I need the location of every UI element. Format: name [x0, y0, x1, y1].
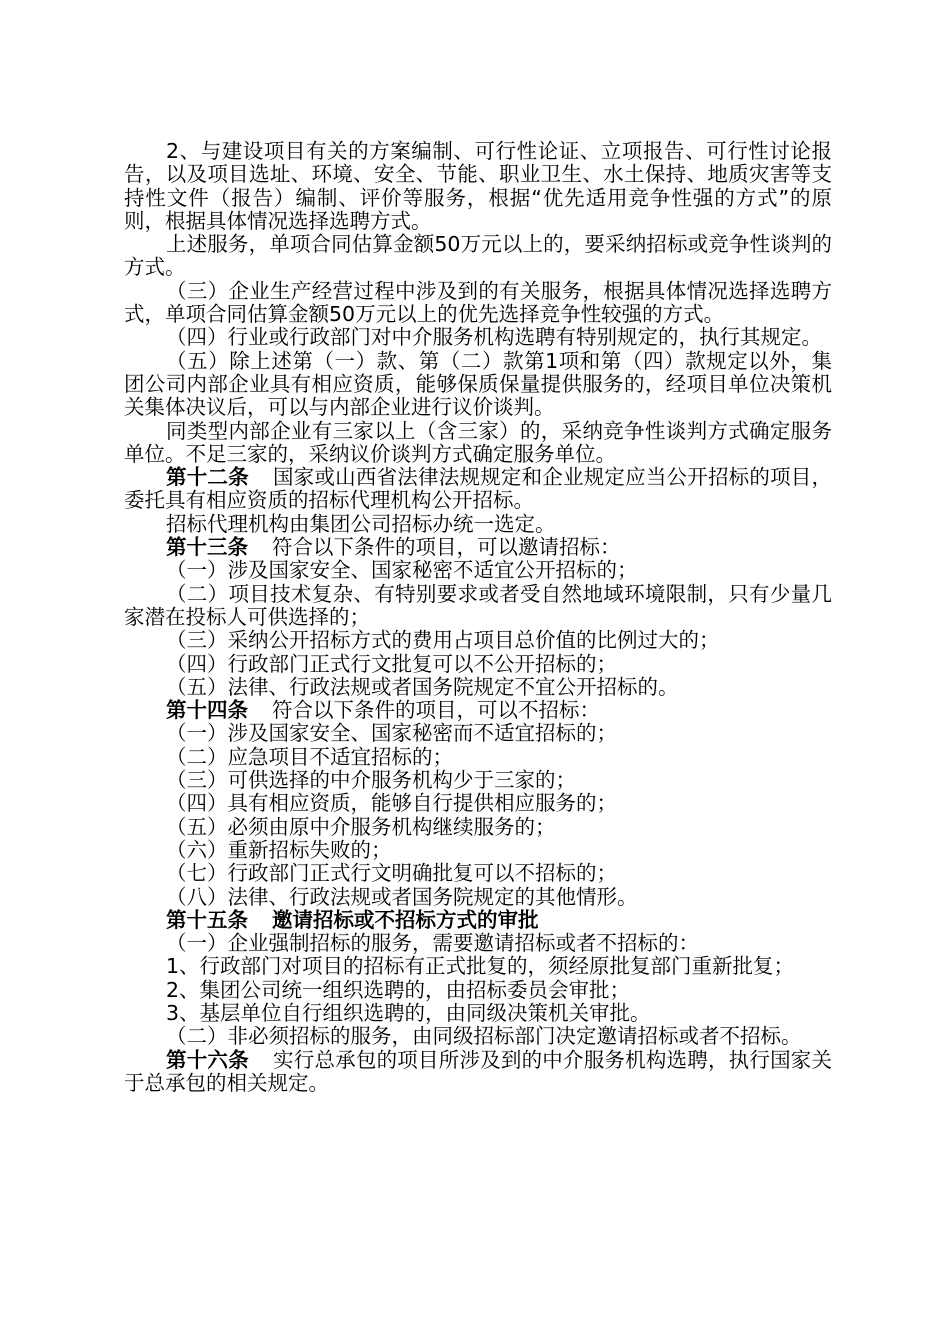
article-text: 符合以下条件的项目，可以不招标： — [272, 698, 600, 723]
list-item: （二）应急项目不适宜招标的； — [166, 744, 453, 769]
article-heading: 第十四条 — [166, 698, 248, 723]
article-text: 实行总承包的项目所涉及到的中介服务机构选聘，执行国家关于总承包的相关规定。 — [124, 1047, 833, 1095]
list-item: （四）具有相应资质，能够自行提供相应服务的； — [166, 791, 617, 816]
paragraph: 同类型内部企业有三家以上（含三家）的，采纳竞争性谈判方式确定服务单位。不足三家的，采纳议价谈判方式确定服务单位。 — [124, 418, 832, 466]
article-text: 国家或山西省法律法规规定和企业规定应当公开招标的项目，委托具有相应资质的招标代理机构公开招标。 — [124, 465, 833, 513]
paragraph: （三）企业生产经营过程中涉及到的有关服务，根据具体情况选择选聘方式，单项合同估算金额50万元以上的优先选择竞争性较强的方式。 — [124, 278, 832, 327]
list-item: （一）企业强制招标的服务，需要邀请招标或者不招标的： — [166, 931, 699, 956]
paragraph: 招标代理机构由集团公司招标办统一选定。 — [166, 511, 556, 536]
article-text: 邀请招标或不招标方式的审批 — [272, 907, 539, 932]
list-item: （五）必须由原中介服务机构继续服务的； — [166, 814, 556, 839]
list-item: 1、行政部门对项目的招标有正式批复的，须经原批复部门重新批复； — [166, 954, 795, 979]
article-heading: 第十五条 — [166, 907, 248, 932]
list-item: （二）项目技术复杂、有特别要求或者受自然地域环境限制，只有少量几家潜在投标人可供选择的； — [124, 581, 832, 629]
paragraph: 2、与建设项目有关的方案编制、可行性论证、立项报告、可行性讨论报告，以及项目选址、环境、安全、节能、职业卫生、水土保持、地质灾害等支持性文件（报告）编制、评价等服务，根据“优先适用竞争性强的方式”的原则，根据具体情况选择选聘方式。 — [124, 139, 832, 233]
list-item: （六）重新招标失败的； — [166, 837, 392, 862]
article-13 — [124, 536, 832, 559]
list-item: 3、基层单位自行组织选聘的，由同级决策机关审批。 — [166, 1000, 651, 1025]
list-item: （一）涉及国家安全、国家秘密不适宜公开招标的； — [166, 558, 638, 583]
document-body — [124, 140, 832, 1095]
list-item: （四）行政部门正式行文批复可以不公开招标的； — [166, 651, 617, 676]
article-heading: 第十二条 — [166, 465, 249, 490]
list-item: （三）采纳公开招标方式的费用占项目总价值的比例过大的； — [166, 628, 720, 653]
article-15 — [124, 909, 832, 932]
article-heading: 第十六条 — [166, 1047, 249, 1072]
list-item: （八）法律、行政法规或者国务院规定的其他情形。 — [166, 884, 638, 909]
list-item: （五）法律、行政法规或者国务院规定不宜公开招标的。 — [166, 674, 679, 699]
article-14 — [124, 699, 832, 722]
list-item: （二）非必须招标的服务，由同级招标部门决定邀请招标或者不招标。 — [166, 1024, 802, 1049]
paragraph: 上述服务，单项合同估算金额50万元以上的，要采纳招标或竞争性谈判的方式。 — [124, 232, 832, 280]
list-item: （三）可供选择的中介服务机构少于三家的； — [166, 768, 576, 793]
list-item: 2、集团公司统一组织选聘的，由招标委员会审批； — [166, 977, 631, 1002]
article-text: 符合以下条件的项目，可以邀请招标： — [272, 535, 621, 560]
paragraph: （四）行业或行政部门对中介服务机构选聘有特别规定的，执行其规定。 — [166, 325, 822, 350]
article-heading: 第十三条 — [166, 535, 248, 560]
article-12 — [124, 466, 832, 513]
list-item: （七）行政部门正式行文明确批复可以不招标的； — [166, 861, 617, 886]
list-item: （一）涉及国家安全、国家秘密而不适宜招标的； — [166, 721, 617, 746]
paragraph: （五）除上述第（一）款、第（二）款第1项和第（四）款规定以外，集团公司内部企业具有相应资质，能够保质保量提供服务的，经项目单位决策机关集体决议后，可以与内部企业进行议价谈判。 — [124, 348, 832, 420]
article-16 — [124, 1049, 832, 1096]
